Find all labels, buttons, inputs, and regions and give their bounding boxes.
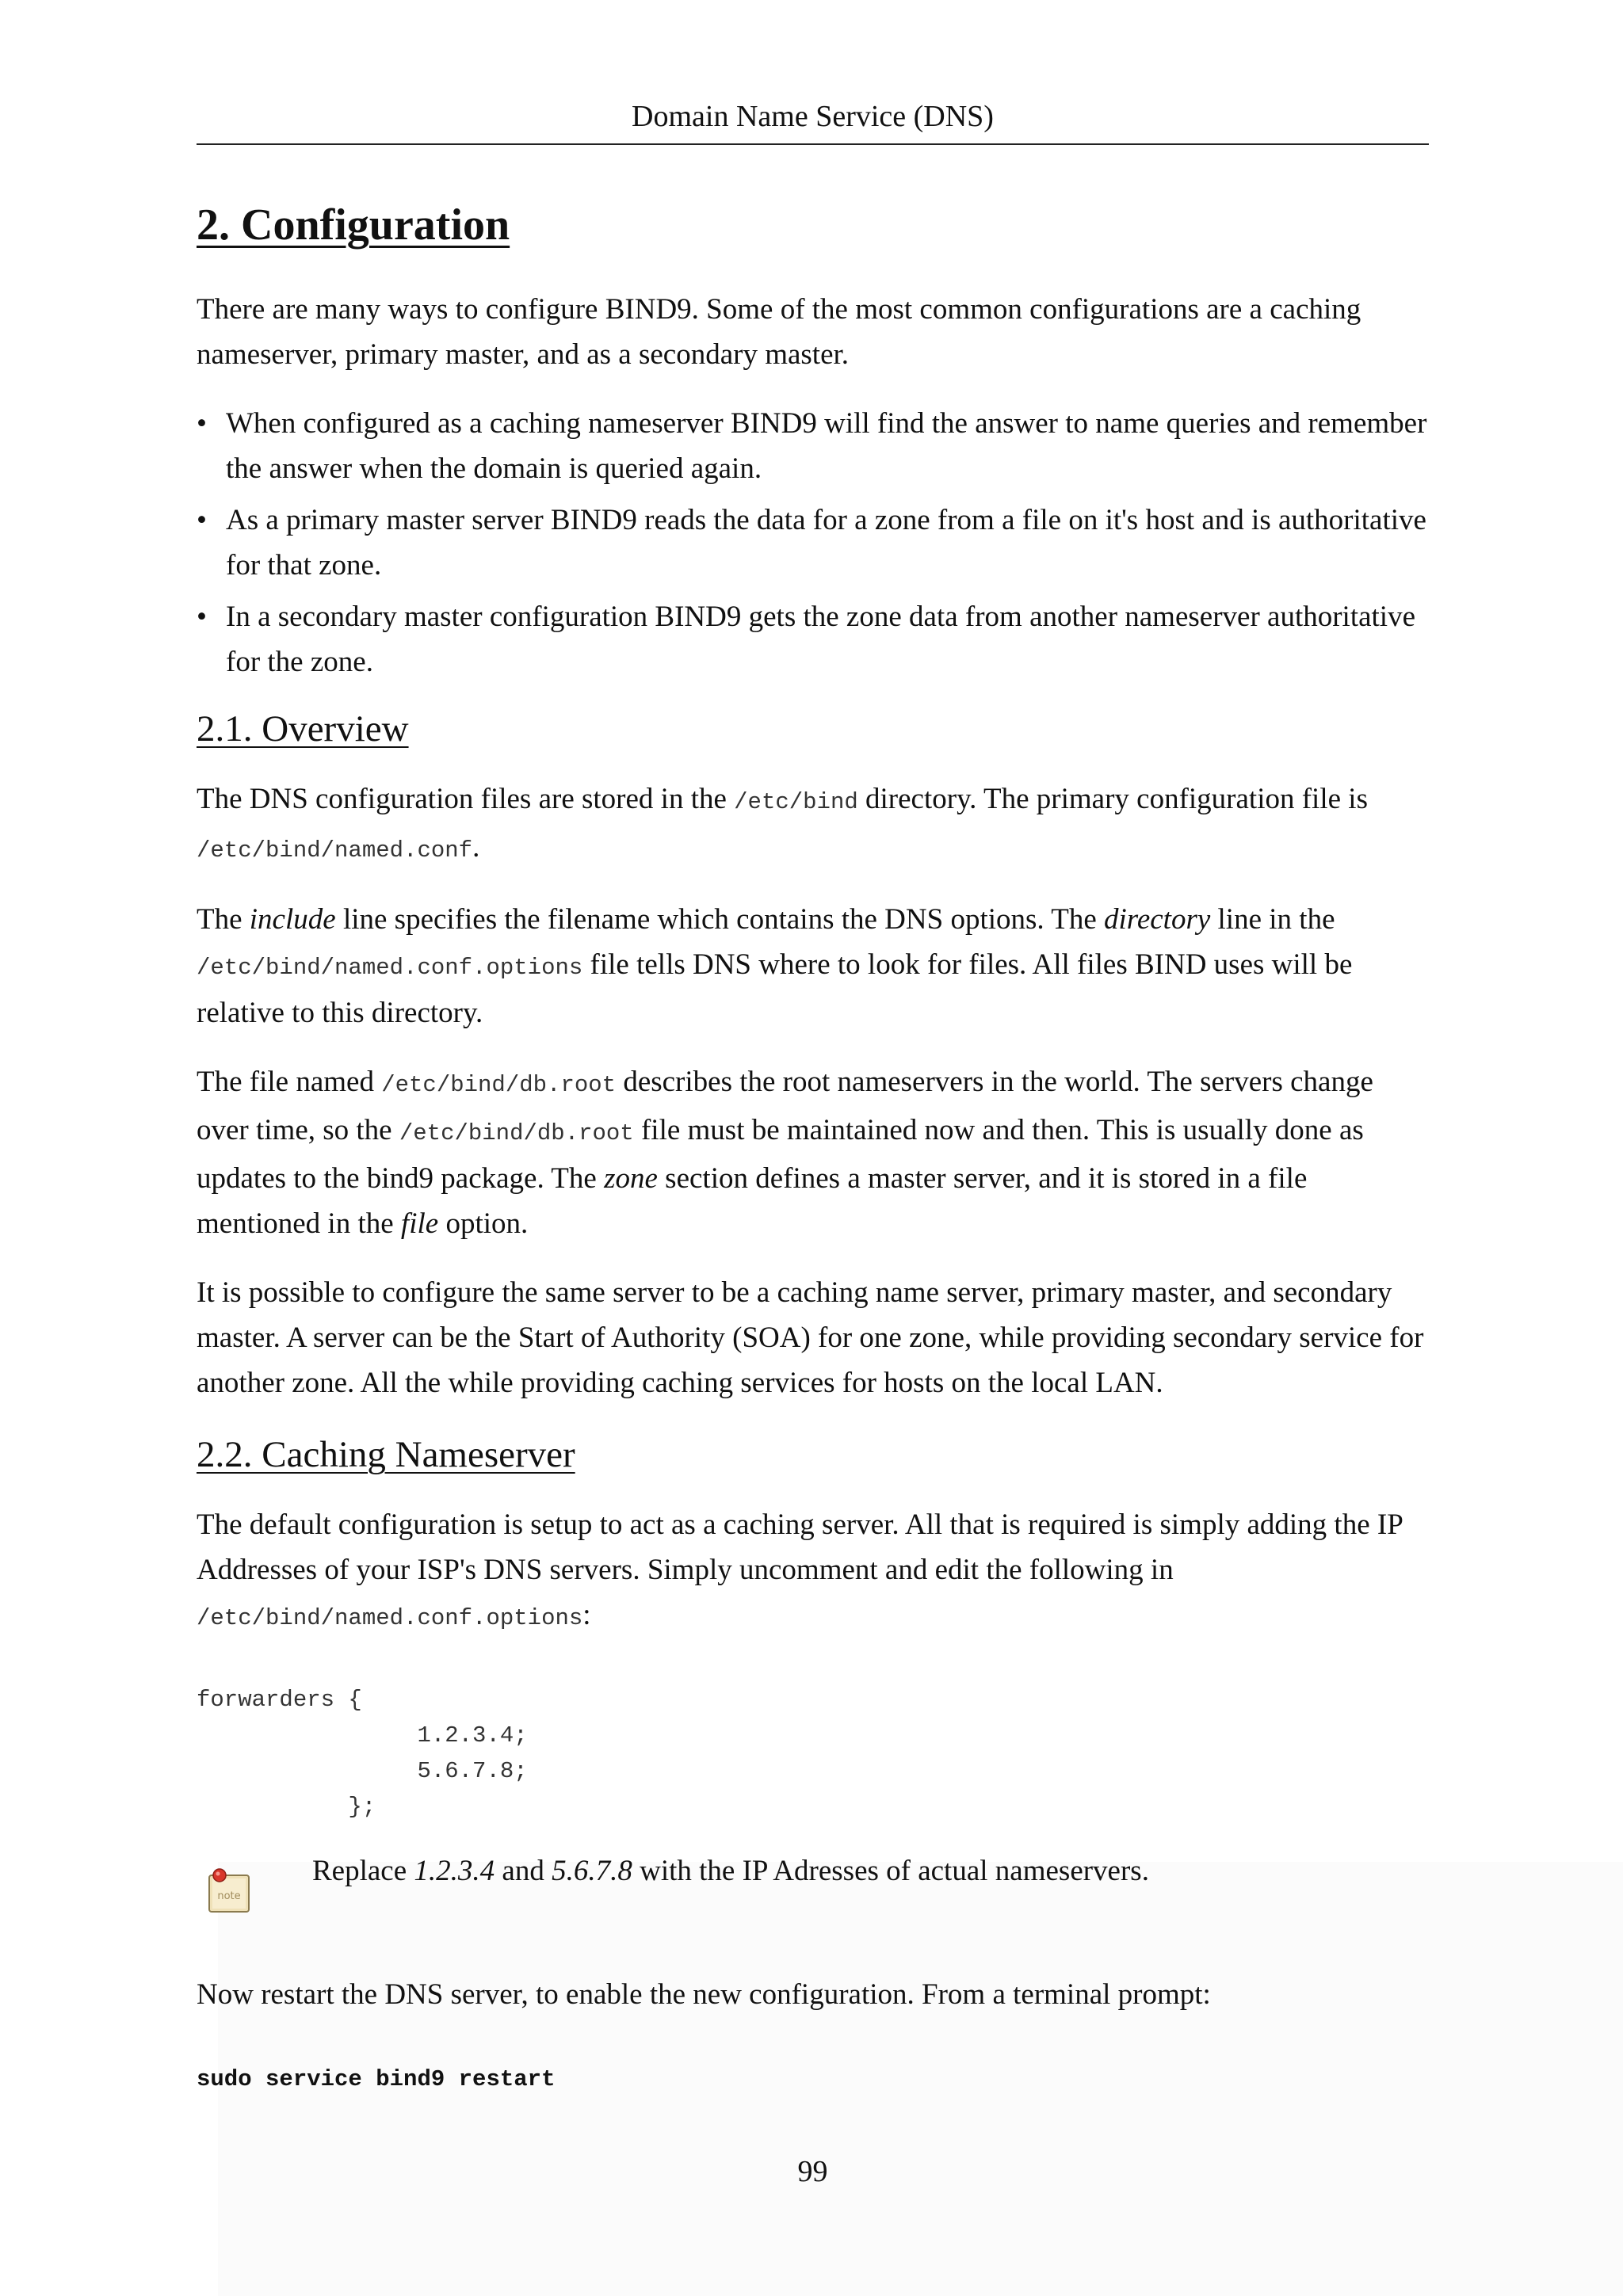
caching-heading: 2.2. Caching Nameserver <box>197 1434 575 1475</box>
inline-code: /etc/bind/named.conf.options <box>197 955 583 981</box>
page-number: 99 <box>797 2155 828 2188</box>
intro-paragraph: There are many ways to configure BIND9. Some of the most common configurations are a caching nameserver, primary master, and as a secondary master. <box>197 293 1361 371</box>
overview-paragraph-4: It is possible to configure the same server to be a caching name server, primary master, and secondary master. A server can be the Start of Authority (SOA) for one zone, while providing secondary service for another zone. All the while providing caching services for hosts on the local LAN. <box>197 1276 1424 1399</box>
command-line: sudo service bind9 restart <box>197 2066 556 2092</box>
note-text: Replace 1.2.3.4 and 5.6.7.8 with the IP Adresses of actual nameservers. <box>312 1855 1149 1887</box>
page-content <box>197 195 1429 2097</box>
overview-paragraph-3: The file named /etc/bind/db.root describes the root nameservers in the world. The servers change over time, so the /etc/bind/db.root file must be maintained now and then. This is usually done as updates to the bind9 package. The zone section defines a master server, and it is stored in a file mentioned in the file option. <box>197 1066 1373 1240</box>
overview-paragraph-2: The include line specifies the filename which contains the DNS options. The directory line in the /etc/bind/named.conf.options file tells DNS where to look for files. All files BIND uses will be relative to this directory. <box>197 903 1353 1029</box>
section-title: 2. Configuration <box>197 200 510 250</box>
overview-paragraph-1: The DNS configuration files are stored in the /etc/bind directory. The primary configuration file is /etc/bind/named.conf. <box>197 783 1368 864</box>
config-types-list <box>197 401 1429 685</box>
caching-paragraph-1: The default configuration is setup to act as a caching server. All that is required is simply adding the IP Addresses of your ISP's DNS servers. Simply uncomment and edit the following in /etc/bind/named.conf.options: <box>197 1508 1403 1631</box>
list-item: • In a secondary master configuration BIND9 gets the zone data from another nameserver authoritative for the zone. <box>197 594 1429 685</box>
list-item: • As a primary master server BIND9 reads the data for a zone from a file on it's host and is authoritative for that zone. <box>197 498 1429 588</box>
overview-heading: 2.1. Overview <box>197 708 409 749</box>
inline-code: /etc/bind <box>734 789 858 815</box>
inline-code: /etc/bind/db.root <box>381 1072 617 1098</box>
note-admonition <box>197 1848 1429 1920</box>
note-icon <box>206 1866 252 1915</box>
running-header: Domain Name Service (DNS) <box>632 100 994 133</box>
list-item: • When configured as a caching nameserver BIND9 will find the answer to name queries and remember the answer when the domain is queried again. <box>197 401 1429 491</box>
header-rule <box>197 143 1429 145</box>
caching-paragraph-2: Now restart the DNS server, to enable the new configuration. From a terminal prompt: <box>197 1978 1211 2011</box>
inline-code: /etc/bind/named.conf.options <box>197 1605 583 1631</box>
inline-code: /etc/bind/db.root <box>399 1120 634 1146</box>
inline-code: /etc/bind/named.conf <box>197 837 473 864</box>
code-block: forwarders { 1.2.3.4; 5.6.7.8; }; <box>197 1687 528 1820</box>
svg-text:note: note <box>217 1890 241 1902</box>
